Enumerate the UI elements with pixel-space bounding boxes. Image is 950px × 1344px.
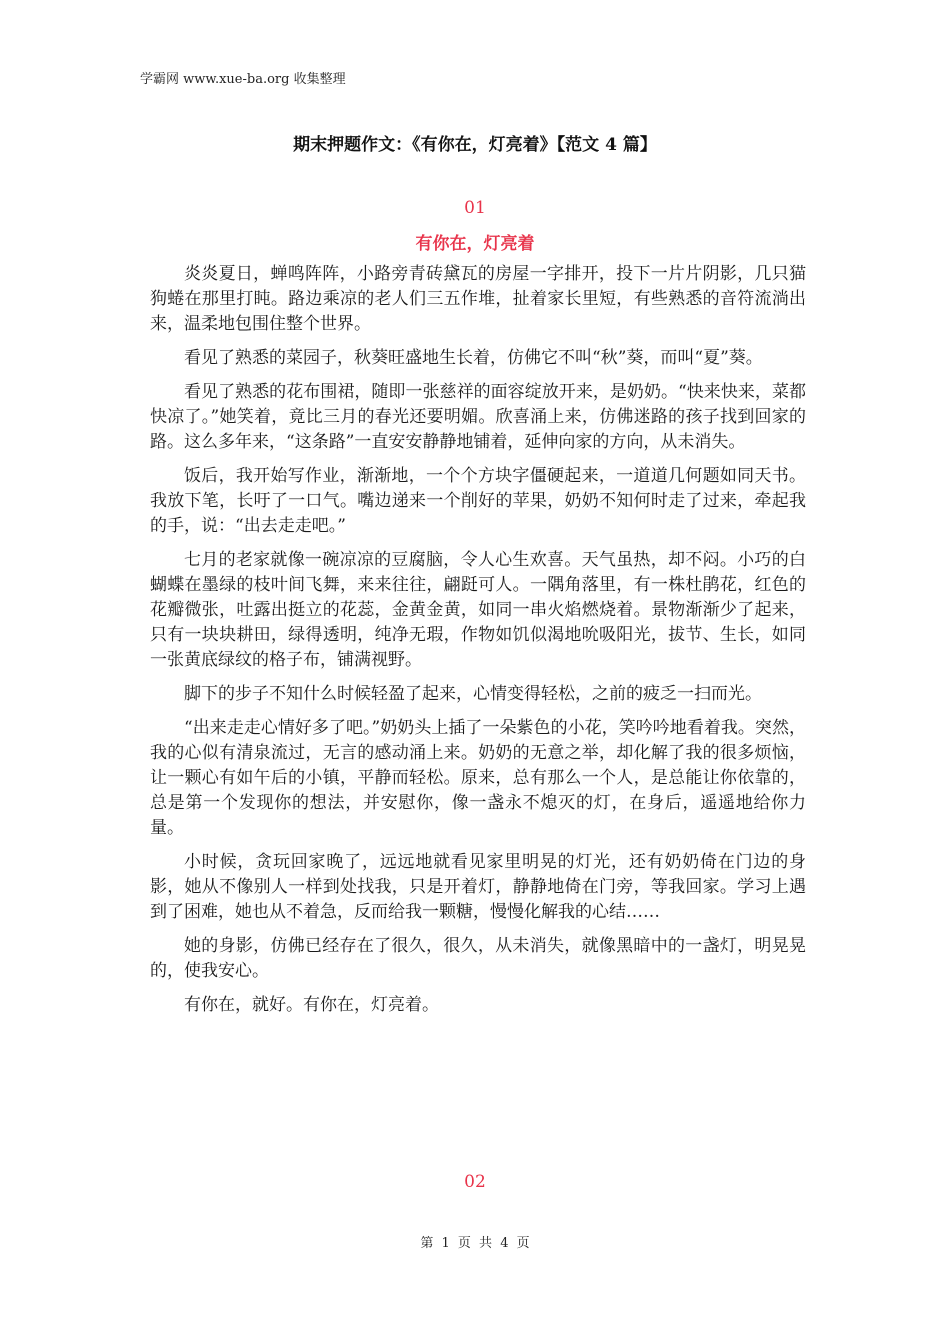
paragraph: 看见了熟悉的花布围裙，随即一张慈祥的面容绽放开来，是奶奶。“快来快来，菜都快凉了。”她笑着，竟比三月的春光还要明媚。欣喜涌上来，仿佛迷路的孩子找到回家的路。这么多年来，“这条路”一直安安静静地铺着，延伸向家的方向，从未消失。 bbox=[150, 382, 806, 452]
paragraph: 饭后，我开始写作业，渐渐地，一个个方块字僵硬起来，一道道几何题如同天书。我放下笔，长吁了一口气。嘴边递来一个削好的苹果，奶奶不知何时走了过来，牵起我的手，说：“出去走走吧。” bbox=[150, 466, 806, 536]
header-note: 学霸网 www.xue-ba.org 收集整理 bbox=[140, 72, 346, 87]
section-number: 01 bbox=[464, 198, 486, 218]
paragraph: 炎炎夏日，蝉鸣阵阵，小路旁青砖黛瓦的房屋一字排开，投下一片片阴影，几只猫狗蜷在那里打盹。路边乘凉的老人们三五作堆，扯着家长里短，有些熟悉的音符流淌出来，温柔地包围住整个世界。 bbox=[150, 264, 806, 334]
paragraph: “出来走走心情好多了吧。”奶奶头上插了一朵紫色的小花，笑吟吟地看着我。突然，我的心似有清泉流过，无言的感动涌上来。奶奶的无意之举，却化解了我的很多烦恼，让一颗心有如午后的小镇，平静而轻松。原来，总有那么一个人，是总能让你依靠的，总是第一个发现你的想法，并安慰你，像一盏永不熄灭的灯，在身后，遥遥地给你力量。 bbox=[150, 718, 806, 838]
paragraph: 脚下的步子不知什么时候轻盈了起来，心情变得轻松，之前的疲乏一扫而光。 bbox=[184, 684, 762, 704]
section-title: 有你在，灯亮着 bbox=[415, 234, 535, 254]
paragraph: 看见了熟悉的菜园子，秋葵旺盛地生长着，仿佛它不叫“秋”葵，而叫“夏”葵。 bbox=[184, 348, 763, 368]
paragraph: 小时候，贪玩回家晚了，远远地就看见家里明晃的灯光，还有奶奶倚在门边的身影，她从不像别人一样到处找我，只是开着灯，静静地倚在门旁，等我回家。学习上遇到了困难，她也从不着急，反而给我一颗糖，慢慢化解我的心结…… bbox=[150, 852, 806, 922]
section-number: 02 bbox=[464, 1172, 486, 1192]
article-body bbox=[150, 262, 806, 1027]
document-title: 期末押题作文：《有你在，灯亮着》【范文 4 篇】 bbox=[293, 135, 657, 155]
page-footer: 第 1 页 共 4 页 bbox=[420, 1236, 530, 1251]
paragraph: 她的身影，仿佛已经存在了很久，很久，从未消失，就像黑暗中的一盏灯，明晃晃的，使我安心。 bbox=[150, 936, 806, 981]
paragraph: 有你在，就好。有你在，灯亮着。 bbox=[184, 995, 439, 1015]
paragraph: 七月的老家就像一碗凉凉的豆腐脑，令人心生欢喜。天气虽热，却不闷。小巧的白蝴蝶在墨绿的枝叶间飞舞，来来往往，翩跹可人。一隅角落里，有一株杜鹃花，红色的花瓣微张，吐露出挺立的花蕊，金黄金黄，如同一串火焰燃烧着。景物渐渐少了起来，只有一块块耕田，绿得透明，纯净无瑕，作物如饥似渴地吮吸阳光，拔节、生长，如同一张黄底绿纹的格子布，铺满视野。 bbox=[150, 550, 806, 670]
